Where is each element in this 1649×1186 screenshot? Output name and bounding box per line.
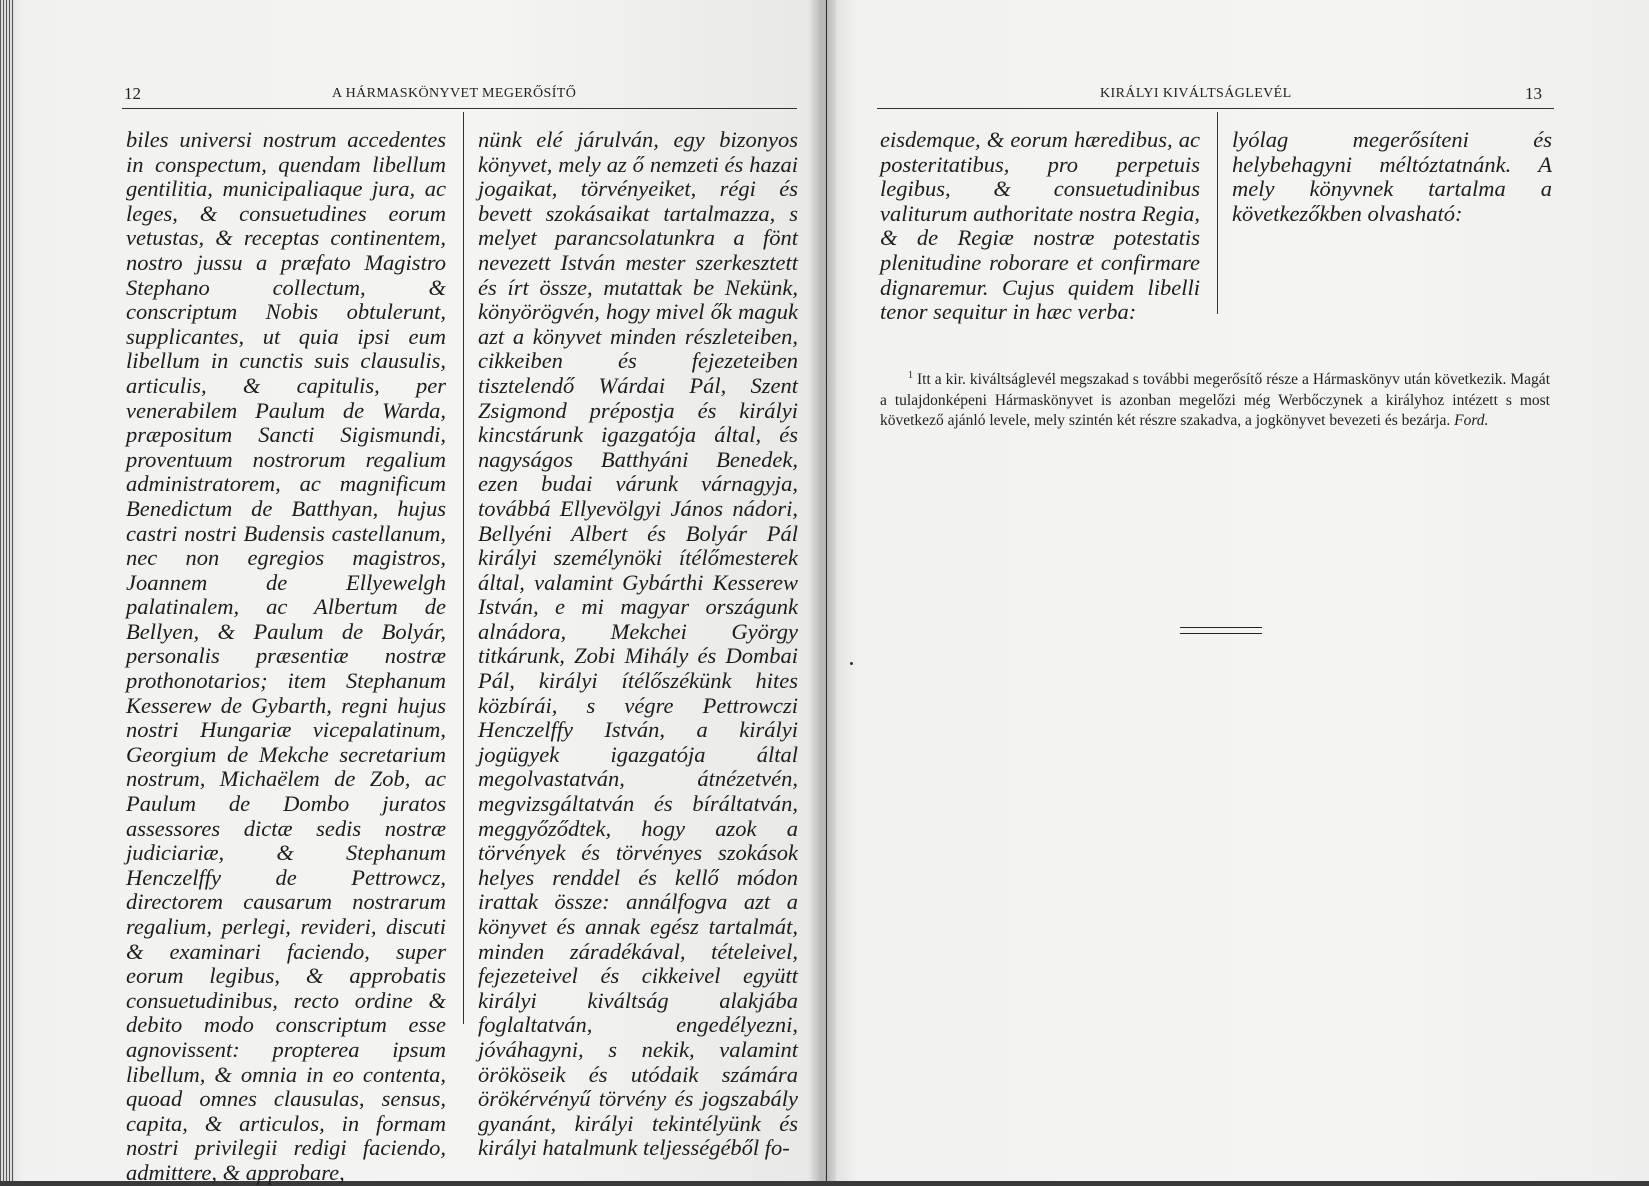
footnote-marker: 1: [908, 370, 913, 381]
right-running-head: KIRÁLYI KIVÁLTSÁGLEVÉL: [1100, 86, 1292, 101]
right-column-divider: [1217, 112, 1218, 314]
section-end-rule: [1180, 627, 1262, 634]
right-hungarian-column: [1232, 128, 1552, 226]
book-gutter: [808, 0, 836, 1181]
left-latin-column: [126, 128, 446, 1186]
book-edge: [0, 0, 14, 1181]
right-latin-column: [880, 128, 1200, 325]
footnote-text: Itt a kir. kiváltságlevél megszakad s további megerősítő része a Hármaskönyv után következik. Magát a tulajdonképeni Hármaskönyvet is azonban megelőzi még Werbőczynek a királyhoz intézett s most következő ajánló levele, mely szintén két részre szakadva, a jogkönyvet bevezeti és bezárja.: [880, 371, 1550, 430]
left-running-head: A HÁRMASKÖNYVET MEGERŐSÍTŐ: [332, 86, 577, 101]
left-hungarian-column: [478, 128, 798, 1161]
left-column-divider: [463, 112, 464, 1024]
right-latin-text: eisdemque, & eorum hæredibus, ac posteritatibus, pro perpetuis legibus, & consuetudinibus valiturum authoritate nostra Regia, & de Regiæ nostræ potestatis plenitudine roborare et confirmare dignaremur. Cujus quidem libelli tenor sequitur in hæc verba:: [880, 127, 1200, 325]
left-latin-text: biles universi nostrum accedentes in conspectum, quendam libellum gentilitia, municipaliaque jura, ac leges, & consuetudines eorum vetustas, & receptas continentem, nostro jussu a præfato Magistro Stephano collectum, & conscriptum Nobis obtulerunt, supplicantes, ut quia ipsi eum libellum in cunctis suis clausulis, articulis, & capitulis, per venerabilem Paulum de Warda, præpositum Sancti Sigismundi, proventuum nostrorum regalium administratorem, ac magnificum Benedictum de Batthyan, hujus castri nostri Budensis castellanum, nec non egregios magistros, Joannem de Ellyewelgh palatinalem, ac Albertum de Bellyen, & Paulum de Bolyár, personalis præsentiæ nostræ prothonotarios; item Stephanum Kesserew de Gybarth, regni hujus nostri Hungariæ vicepalatinum, Georgium de Mekche secretarium nostrum, Michaëlem de Zob, ac Paulum de Dombo juratos assessores dictæ sedis nostræ judiciariæ, & Stephanum Henczelffy de Pettrowcz, directorem causarum nostrarum regalium, perlegi, revideri, discuti & examinari faciendo, super eorum legibus, & approbatis consuetudinibus, recto ordine & debito modo conscriptum esse agnovissent: propterea ipsum libellum, & omnia in eo contenta, quoad omnes clausulas, sensus, capita, & articulos, in formam nostri privilegii redigi faciendo, admittere, & approbare,: [126, 127, 446, 1185]
right-header-rule: [877, 108, 1554, 109]
footnote-signature: Ford.: [1454, 412, 1489, 430]
page-speck: [850, 662, 853, 665]
left-header-rule: [122, 108, 797, 109]
left-page-number: 12: [124, 84, 141, 103]
footnote: [880, 366, 1550, 432]
left-hungarian-text: nünk elé járulván, egy bizonyos könyvet, mely az ő nemzeti és hazai jogaikat, törvényeiket, régi és bevett szokásaikat tartalmazza, s melyet parancsolatunkra a fönt nevezett István mester szerkesztett és írt össze, mutattak be Nekünk, könyörögvén, hogy mivel ők maguk azt a könyvet minden részleteiben, cikkeiben és fejezeteiben tisztelendő Wárdai Pál, Szent Zsigmond prépostja és királyi kincstárunk igazgatója által, és nagyságos Batthyáni Benedek, ezen budai várunk várnagyja, továbbá Ellyevölgyi János nádori, Bellyéni Albert és Bolyár Pál királyi személynöki ítélőmesterek által, valamint Gybárthi Kesserew István, e mi magyar országunk alnádora, Mekchei György titkárunk, Zobi Mihály és Dombai Pál, királyi ítélőszékünk hites közbírái, s végre Pettrowczi Henczelffy István, a királyi jogügyek igazgatója által megolvastatván, átnézetvén, megvizsgáltatván és bíráltatván, meggyőződtek, hogy azok a törvények és törvényes szokások helyes renddel és kellő módon irattak össze: annálfogva azt a könyvet és annak egész tartalmát, minden záradékával, tételeivel, fejezeteivel és cikkeivel együtt királyi kiváltság alakjába foglaltatván, engedélyezni, jóváhagyni, s nekik, valamint örököseik és utódaik számára örökérvényű törvény és jogszabály gyanánt, királyi tekintélyünk és királyi hatalmunk teljességéből fo-: [478, 127, 798, 1161]
right-page-number: 13: [1525, 84, 1542, 103]
right-hungarian-text: lyólag megerősíteni és helybehagyni méltóztatnánk. A mely könyvnek tartalma a következőkben olvasható:: [1232, 127, 1552, 226]
